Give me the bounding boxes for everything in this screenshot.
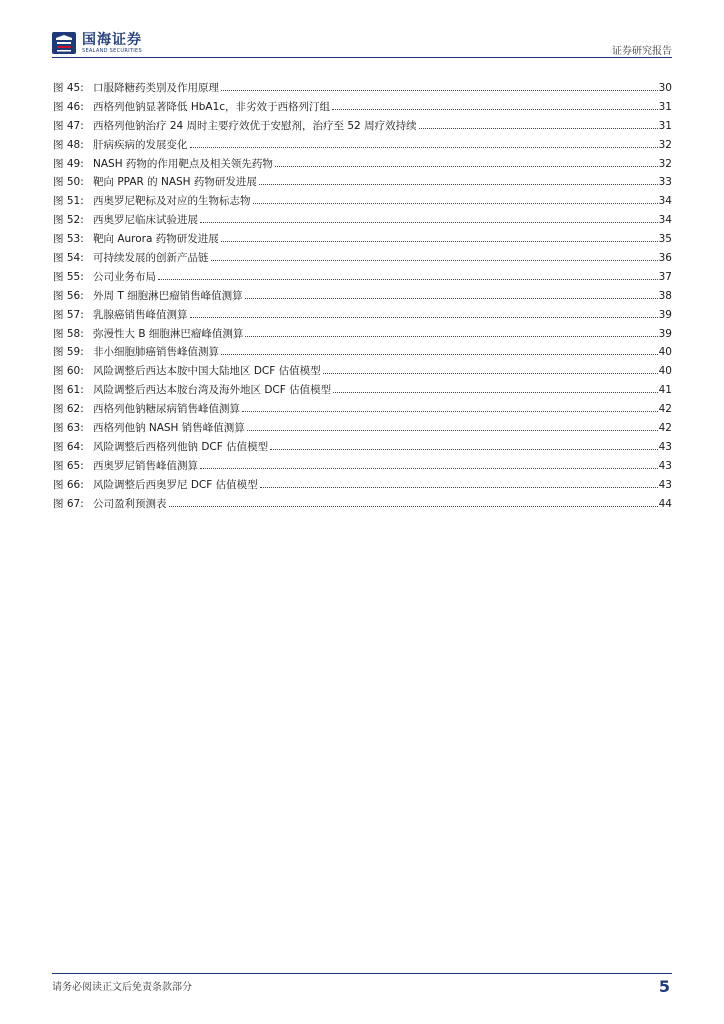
toc-entry[interactable] [53,307,672,326]
toc-page-number: 35 [658,233,672,246]
toc-page-number: 30 [658,82,672,94]
toc-figure-title: 西格列他钠治疗 24 周时主要疗效优于安慰剂，治疗至 52 周疗效持续 [93,119,417,132]
toc-page-number: 42 [658,422,672,435]
toc-figure-number: 图 55: [53,270,84,283]
toc-page-number: 42 [658,403,672,416]
toc-page-number: 39 [658,308,672,321]
toc-figure-title: 西奥罗尼临床试验进展 [93,214,198,227]
toc-entry[interactable] [53,382,672,401]
toc-page-number: 34 [658,195,672,208]
toc-figure-number: 图 60: [53,365,84,378]
toc-entry[interactable] [53,344,672,363]
toc-figure-title: 公司盈利预测表 [93,497,167,510]
toc-entry[interactable] [53,363,672,382]
toc-page-number: 36 [658,252,672,265]
toc-figure-number: 图 46: [53,100,84,113]
toc-figure-number: 图 56: [53,289,84,302]
toc-entry[interactable] [53,288,672,307]
toc-figure-title: 西格列他钠 NASH 销售峰值测算 [93,422,245,435]
toc-entry[interactable] [53,174,672,193]
logo-english-name: SEALAND SECURITIES [82,47,142,54]
toc-entry[interactable] [53,193,672,212]
toc-page-number: 33 [658,176,672,189]
toc-entry[interactable] [53,439,672,458]
toc-figure-number: 图 66: [53,478,84,491]
toc-dot-leader [158,279,658,280]
toc-figure-title: 西格列他钠糖尿病销售峰值测算 [93,403,240,416]
toc-entry[interactable] [53,250,672,269]
toc-dot-leader [259,184,658,185]
toc-entry[interactable] [53,477,672,496]
report-type-label: 证券研究报告 [612,46,672,57]
toc-figure-title: 风险调整后西奥罗尼 DCF 估值模型 [93,478,258,491]
toc-page-number: 39 [658,327,672,340]
toc-figure-number: 图 54: [53,252,84,265]
toc-figure-title: 公司业务布局 [93,270,156,283]
toc-dot-leader [253,203,658,204]
toc-page-number: 41 [658,384,672,397]
page-header [52,30,672,56]
toc-entry[interactable] [53,137,672,156]
toc-page-number: 31 [658,100,672,113]
toc-dot-leader [242,411,658,412]
toc-figure-number: 图 64: [53,440,84,453]
toc-figure-number: 图 53: [53,233,84,246]
toc-figure-number: 图 49: [53,157,84,170]
toc-entry[interactable] [53,212,672,231]
toc-figure-number: 图 67: [53,497,84,510]
toc-dot-leader [190,317,658,318]
toc-page-number: 38 [658,289,672,302]
toc-figure-number: 图 45: [53,82,84,94]
toc-figure-number: 图 59: [53,346,84,359]
toc-figure-title: 西奥罗尼销售峰值测算 [93,459,198,472]
toc-figure-number: 图 57: [53,308,84,321]
toc-page-number: 40 [658,365,672,378]
toc-page-number: 43 [658,440,672,453]
toc-figure-title: 弥漫性大 B 细胞淋巴瘤峰值测算 [93,327,244,340]
toc-dot-leader [200,468,658,469]
toc-page-number: 43 [658,459,672,472]
toc-figure-title: 肝病疾病的发展变化 [93,138,188,151]
toc-dot-leader [270,449,657,450]
toc-entry[interactable] [53,99,672,118]
toc-figure-title: NASH 药物的作用靶点及相关领先药物 [93,157,273,170]
toc-dot-leader [333,392,657,393]
toc-dot-leader [221,241,658,242]
toc-figure-title: 西奥罗尼靶标及对应的生物标志物 [93,195,251,208]
toc-figure-title: 靶向 Aurora 药物研发进展 [93,233,219,246]
toc-entry[interactable] [53,80,672,99]
toc-entry[interactable] [53,269,672,288]
toc-figure-title: 靶向 PPAR 的 NASH 药物研发进展 [93,176,257,189]
toc-entry[interactable] [53,156,672,175]
toc-dot-leader [323,373,658,374]
toc-page-number: 40 [658,346,672,359]
toc-figure-title: 风险调整后西达本胺中国大陆地区 DCF 估值模型 [93,365,321,378]
sealand-logo-icon [52,32,76,54]
toc-figure-number: 图 65: [53,459,84,472]
toc-figure-number: 图 50: [53,176,84,189]
toc-page-number: 34 [658,214,672,227]
toc-dot-leader [221,354,658,355]
toc-page-number: 32 [658,138,672,151]
logo-chinese-name: 国海证券 [82,31,142,48]
toc-dot-leader [247,430,658,431]
toc-page-number: 32 [658,157,672,170]
toc-entry[interactable] [53,231,672,250]
toc-dot-leader [245,336,657,337]
toc-figure-title: 乳腺癌销售峰值测算 [93,308,188,321]
toc-page-number: 44 [658,497,672,510]
toc-entry[interactable] [53,458,672,477]
toc-figure-title: 西格列他钠显著降低 HbA1c，非劣效于西格列汀组 [93,100,331,113]
toc-figure-number: 图 51: [53,195,84,208]
toc-entry[interactable] [53,420,672,439]
figure-index-list [53,80,672,514]
toc-figure-number: 图 61: [53,384,84,397]
header-divider [52,57,672,58]
toc-figure-title: 非小细胞肺癌销售峰值测算 [93,346,219,359]
toc-page-number: 31 [658,119,672,132]
toc-figure-title: 可持续发展的创新产品链 [93,252,209,265]
footer-divider [52,973,672,974]
company-logo [52,32,142,54]
page-number: 5 [658,977,670,996]
toc-figure-title: 风险调整后西格列他钠 DCF 估值模型 [93,440,269,453]
toc-entry[interactable] [53,326,672,345]
disclaimer-note: 请务必阅读正文后免责条款部分 [52,982,192,993]
toc-dot-leader [419,128,658,129]
toc-figure-title: 风险调整后西达本胺台湾及海外地区 DCF 估值模型 [93,384,332,397]
toc-figure-number: 图 48: [53,138,84,151]
toc-dot-leader [260,487,658,488]
toc-entry[interactable] [53,401,672,420]
toc-figure-number: 图 47: [53,119,84,132]
toc-dot-leader [332,109,658,110]
toc-figure-number: 图 52: [53,214,84,227]
toc-page-number: 43 [658,478,672,491]
toc-page-number: 37 [658,270,672,283]
toc-dot-leader [169,506,658,507]
toc-entry[interactable] [53,118,672,137]
toc-dot-leader [245,298,658,299]
toc-figure-number: 图 62: [53,403,84,416]
toc-dot-leader [275,166,658,167]
toc-dot-leader [190,147,658,148]
toc-dot-leader [221,90,658,91]
toc-figure-number: 图 63: [53,422,84,435]
toc-figure-number: 图 58: [53,327,84,340]
toc-dot-leader [211,260,658,261]
toc-dot-leader [200,222,658,223]
toc-entry[interactable] [53,496,672,515]
toc-figure-title: 外周 T 细胞淋巴瘤销售峰值测算 [93,289,243,302]
toc-figure-title: 口服降糖药类别及作用原理 [93,82,219,94]
